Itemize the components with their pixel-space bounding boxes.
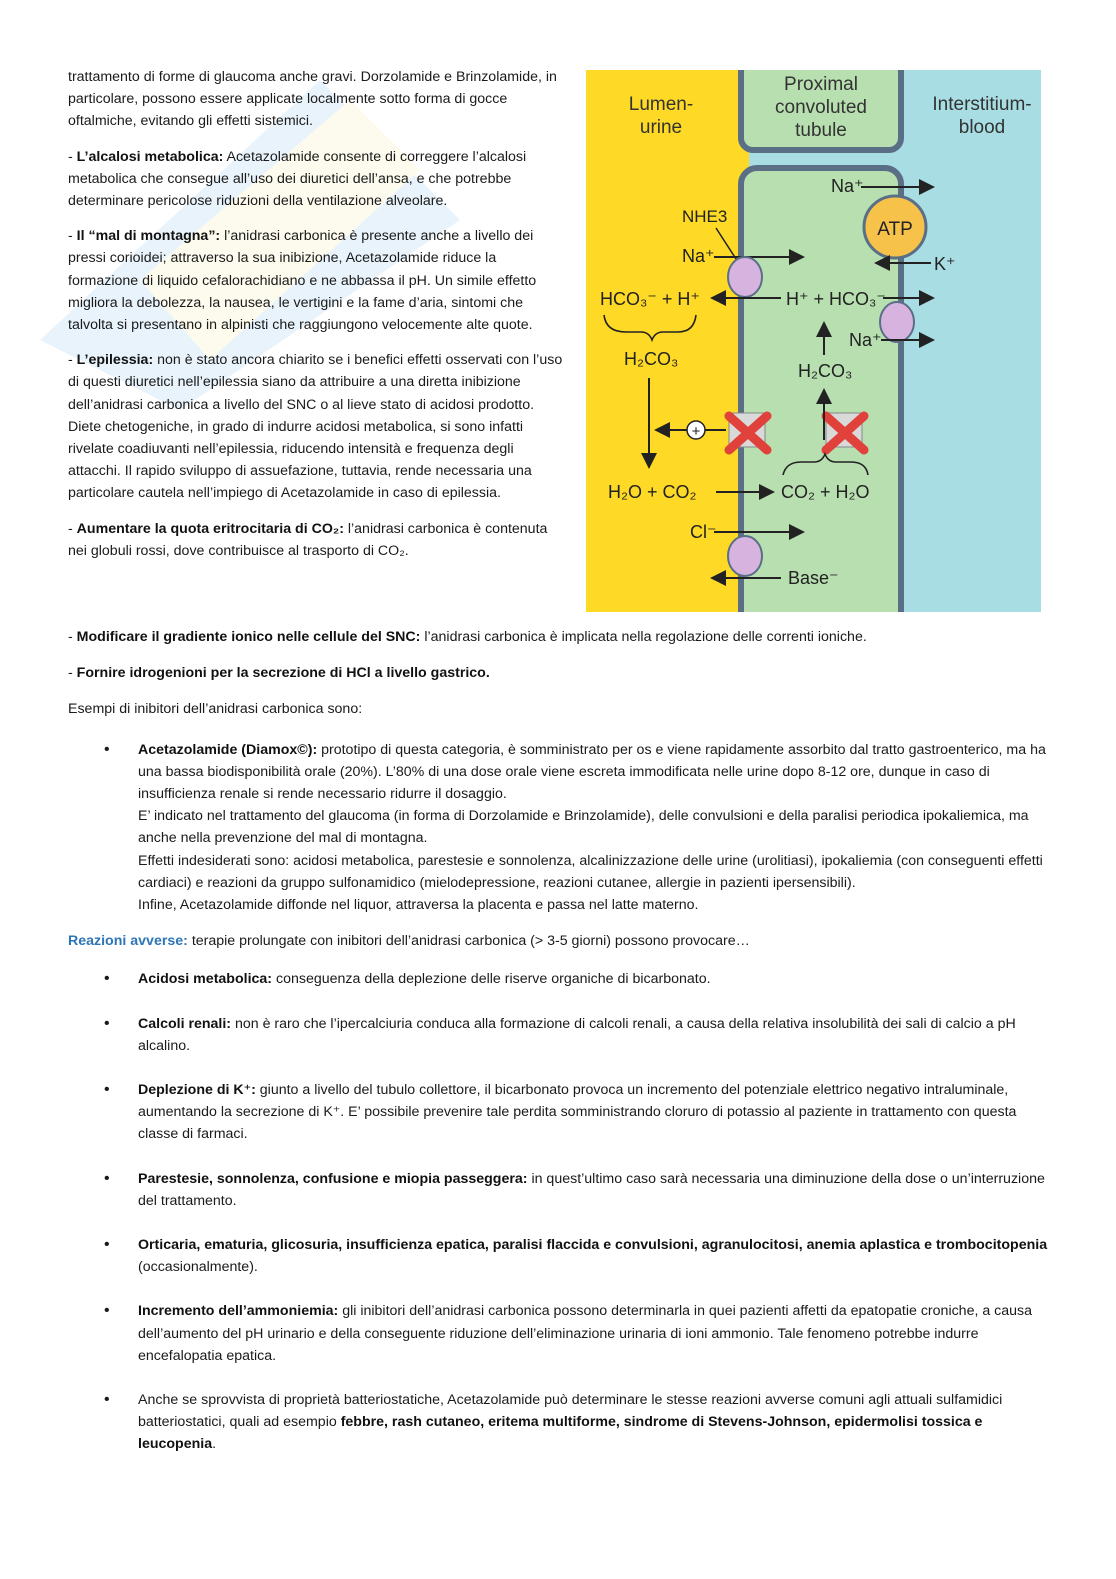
bullet: • xyxy=(104,1169,110,1187)
bullet: • xyxy=(104,970,110,988)
bullet: • xyxy=(104,1302,110,1320)
label-lumen: Lumen- xyxy=(628,94,694,115)
list-item-acidosi: • Acidosi metabolica: conseguenza della deplezione delle riserve organiche di bicarbonato. xyxy=(68,968,1048,990)
paragraph-epilessia: - L’epilessia: non è stato ancora chiarito se i benefici effetti osservati con l’uso di questi diuretici nell’epilessia siano da attribuire a una diretta inibizione dell’anidrasi carbonica a livello del SNC o al lieve stato di acidosi prodotto. Diete chetogeniche, in grado di indurre acidosi metabolica, si sono infatti rivelate coadiuvanti nell’epilessia, riducendo intensità e frequenza degli attacchi. Il rapido sviluppo di assuefazione, tuttavia, rende necessaria una particolare cautela nell’impiego di Acetazolamide in caso di epilessia. xyxy=(68,352,563,502)
label-urine: urine xyxy=(639,117,683,138)
inhibitor-list xyxy=(68,739,1048,917)
list-item-ammoniemia: • Incremento dell’ammoniemia: gli inibitori dell’anidrasi carbonica possono determinarla in quei pazienti affetti da epatopatie croniche, a causa dell’aumento del pH urinario e della conseguente riduzione dell’eliminazione urinaria di ioni ammonio. Tale fenomeno potrebbe indurre encefalopatia epatica. xyxy=(104,1302,1033,1364)
acetazolamide-indications: E’ indicato nel trattamento del glaucoma (in forma di Dorzolamide e Brinzolamide), delle convulsioni e della paralisi periodica ipokaliemica, ma anche nella prevenzione del mal di montagna. xyxy=(138,808,1029,847)
paragraph-glaucoma: trattamento di forme di glaucoma anche gravi. Dorzolamide e Brinzolamide, in particolare, possono essere applicate localmente sotto forma di gocce oftalmiche, evitando gli effetti sistemici. xyxy=(68,69,557,130)
bullet: • xyxy=(104,1236,110,1254)
inhibit-icon-brush-border xyxy=(729,413,767,450)
adverse-reactions-list xyxy=(68,968,1048,1455)
nhe3-transporter xyxy=(728,257,762,297)
list-item-parestesie: • Parestesie, sonnolenza, confusione e miopia passeggera: in quest’ultimo caso sarà necessaria una diminuzione della dose o un’interruzione del trattamento. xyxy=(104,1169,1045,1209)
basolateral-transporter xyxy=(880,302,914,342)
label-h2co3-lumen: H₂CO₃ xyxy=(624,349,679,369)
label-na-pump-in: Na⁺ xyxy=(831,176,864,196)
label-k: K⁺ xyxy=(934,254,956,274)
label-tubule: tubule xyxy=(795,120,847,141)
paragraph-gradiente-ionico: - Modificare il gradiente ionico nelle cellule del SNC: l’anidrasi carbonica è implicata nella regolazione delle correnti ioniche. xyxy=(68,629,867,645)
tubule-diagram xyxy=(586,70,1041,612)
label-na-nhe3: Na⁺ xyxy=(682,246,715,266)
paragraph-alcalosi: - L’alcalosi metabolica: Acetazolamide consente di correggere l’alcalosi metabolica che consegue all’uso dei diuretici dell’ansa, e che potrebbe determinare pericolose riduzioni della ventilazione alveolare. xyxy=(68,148,527,210)
label-h2o-co2-lumen: H₂O + CO₂ xyxy=(608,482,697,502)
label-co2-h2o-cell: CO₂ + H₂O xyxy=(781,482,870,502)
list-item-deplezione-k: • Deplezione di K⁺: giunto a livello del tubulo collettore, il bicarbonato provoca un incremento del potenziale elettrico negativo intraluminale, aumentando la secrezione di K⁺. E’ possibile prevenire tale perdita somministrando cloruro di potassio al paziente in trattamento con questa classe di farmaci. xyxy=(104,1081,1017,1143)
paragraph-mal-di-montagna: - Il “mal di montagna”: l’anidrasi carbonica è presente anche a livello dei pressi corioidei; attraverso la sua inibizione, Acetazolamide riduce la formazione di liquido cefalorachidiano e ne abbassa il pH. Un simile effetto migliora la debolezza, la nausea, le vertigini e la fame d’aria, sintomi che talvolta si presentano in alpinisti che raggiungono velocemente alte quote. xyxy=(68,228,537,334)
inhibit-icon-cytoplasm xyxy=(826,413,864,450)
lumen-background xyxy=(586,70,749,612)
acetazolamide-side-effects: Effetti indesiderati sono: acidosi metabolica, parestesie e sonnolenza, alcalinizzazione delle urine (urolitiasi), ipokaliemia (con conseguenti effetti cardiaci) e reazioni da gruppo sulfonamidico (mielodepressione, reazioni cutanee, allergie in pazienti ipersensibili). xyxy=(138,852,1043,891)
label-base: Base⁻ xyxy=(788,568,839,588)
label-interstitium: Interstitium- xyxy=(932,94,1032,115)
label-proximal: Proximal xyxy=(784,74,858,95)
bullet: • xyxy=(104,1391,110,1409)
list-item-calcoli: • Calcoli renali: non è raro che l’ipercalciuria conduca alla formazione di calcoli renali, a causa della relativa insolubilità dei sali di calcio a pH alcalino. xyxy=(104,1014,1016,1054)
list-item-sulfamidici: • Anche se sprovvista di proprietà batteriostatiche, Acetazolamide può determinare le stesse reazioni avverse comuni agli attuali sulfamidici batteriostatici, quali ad esempio febbre, rash cutaneo, eritema multiforme, sindrome di Stevens-Johnson, epidermolisi tossica e leucopenia. xyxy=(104,1391,1003,1453)
label-convoluted: convoluted xyxy=(775,97,867,118)
bullet: • xyxy=(104,740,110,758)
label-na-basolateral: Na⁺ xyxy=(849,330,882,350)
label-atp: ATP xyxy=(877,219,913,240)
list-item-orticaria: • Orticaria, ematuria, glicosuria, insufficienza epatica, paralisi flaccida e convulsioni, agranulocitosi, anemia aplastica e trombocitopenia (occasionalmente). xyxy=(104,1236,1048,1276)
label-hco3-h-lumen: HCO₃⁻ + H⁺ xyxy=(600,289,700,309)
label-nhe3: NHE3 xyxy=(682,207,728,226)
full-width-section xyxy=(68,626,1048,1456)
bullet: • xyxy=(104,1081,110,1099)
label-h-hco3-cell: H⁺ + HCO₃⁻ xyxy=(786,289,886,309)
paragraph-hcl: - Fornire idrogenioni per la secrezione di HCl a livello gastrico. xyxy=(68,665,490,682)
cl-base-exchanger xyxy=(728,536,762,576)
paragraph-co2: - Aumentare la quota eritrocitaria di CO₂: l’anidrasi carbonica è contenuta nei globuli rossi, dove contribuisce al trasporto di CO₂. xyxy=(68,520,548,559)
paragraph-esempi: Esempi di inibitori dell’anidrasi carbonica sono: xyxy=(68,701,363,718)
bullet: • xyxy=(104,1014,110,1032)
left-column xyxy=(68,66,568,575)
paragraph-reazioni-avverse: Reazioni avverse: terapie prolungate con inibitori dell’anidrasi carbonica (> 3-5 giorni) possono provocare… xyxy=(68,933,750,950)
label-blood: blood xyxy=(958,117,1006,138)
label-cl: Cl⁻ xyxy=(690,522,717,542)
label-h2co3-cell: H₂CO₃ xyxy=(798,361,853,381)
list-item-acetazolamide: • Acetazolamide (Diamox©): prototipo di questa categoria, è somministrato per os e viene rapidamente assorbito dal tratto gastroenterico, ma ha una bassa biodisponibilità orale (20%). L’80% di una dose orale viene escreta immodificata nelle urine dopo 8-12 ore, dunque in caso di insufficienza renale si rende necessario ridurre il dosaggio. E’ indicato nel trattamento del glaucoma (in forma di Dorzolamide e Brinzolamide), delle convulsioni e della paralisi periodica ipokaliemica, ma anche nella prevenzione del mal di montagna. Effetti indesiderati sono: acidosi metabolica, parestesie e sonnolenza, alcalinizzazione delle urine (urolitiasi), ipokaliemia (con conseguenti effetti cardiaci) e reazioni da gruppo sulfonamidico (mielodepressione, reazioni cutanee, allergie in pazienti ipersensibili). Infine, Acetazolamide diffonde nel liquor, attraversa la placenta e passa nel latte materno. xyxy=(68,739,1048,917)
acetazolamide-distribution: Infine, Acetazolamide diffonde nel liquor, attraversa la placenta e passa nel latte materno. xyxy=(138,897,699,914)
label-plus: + xyxy=(691,423,701,440)
